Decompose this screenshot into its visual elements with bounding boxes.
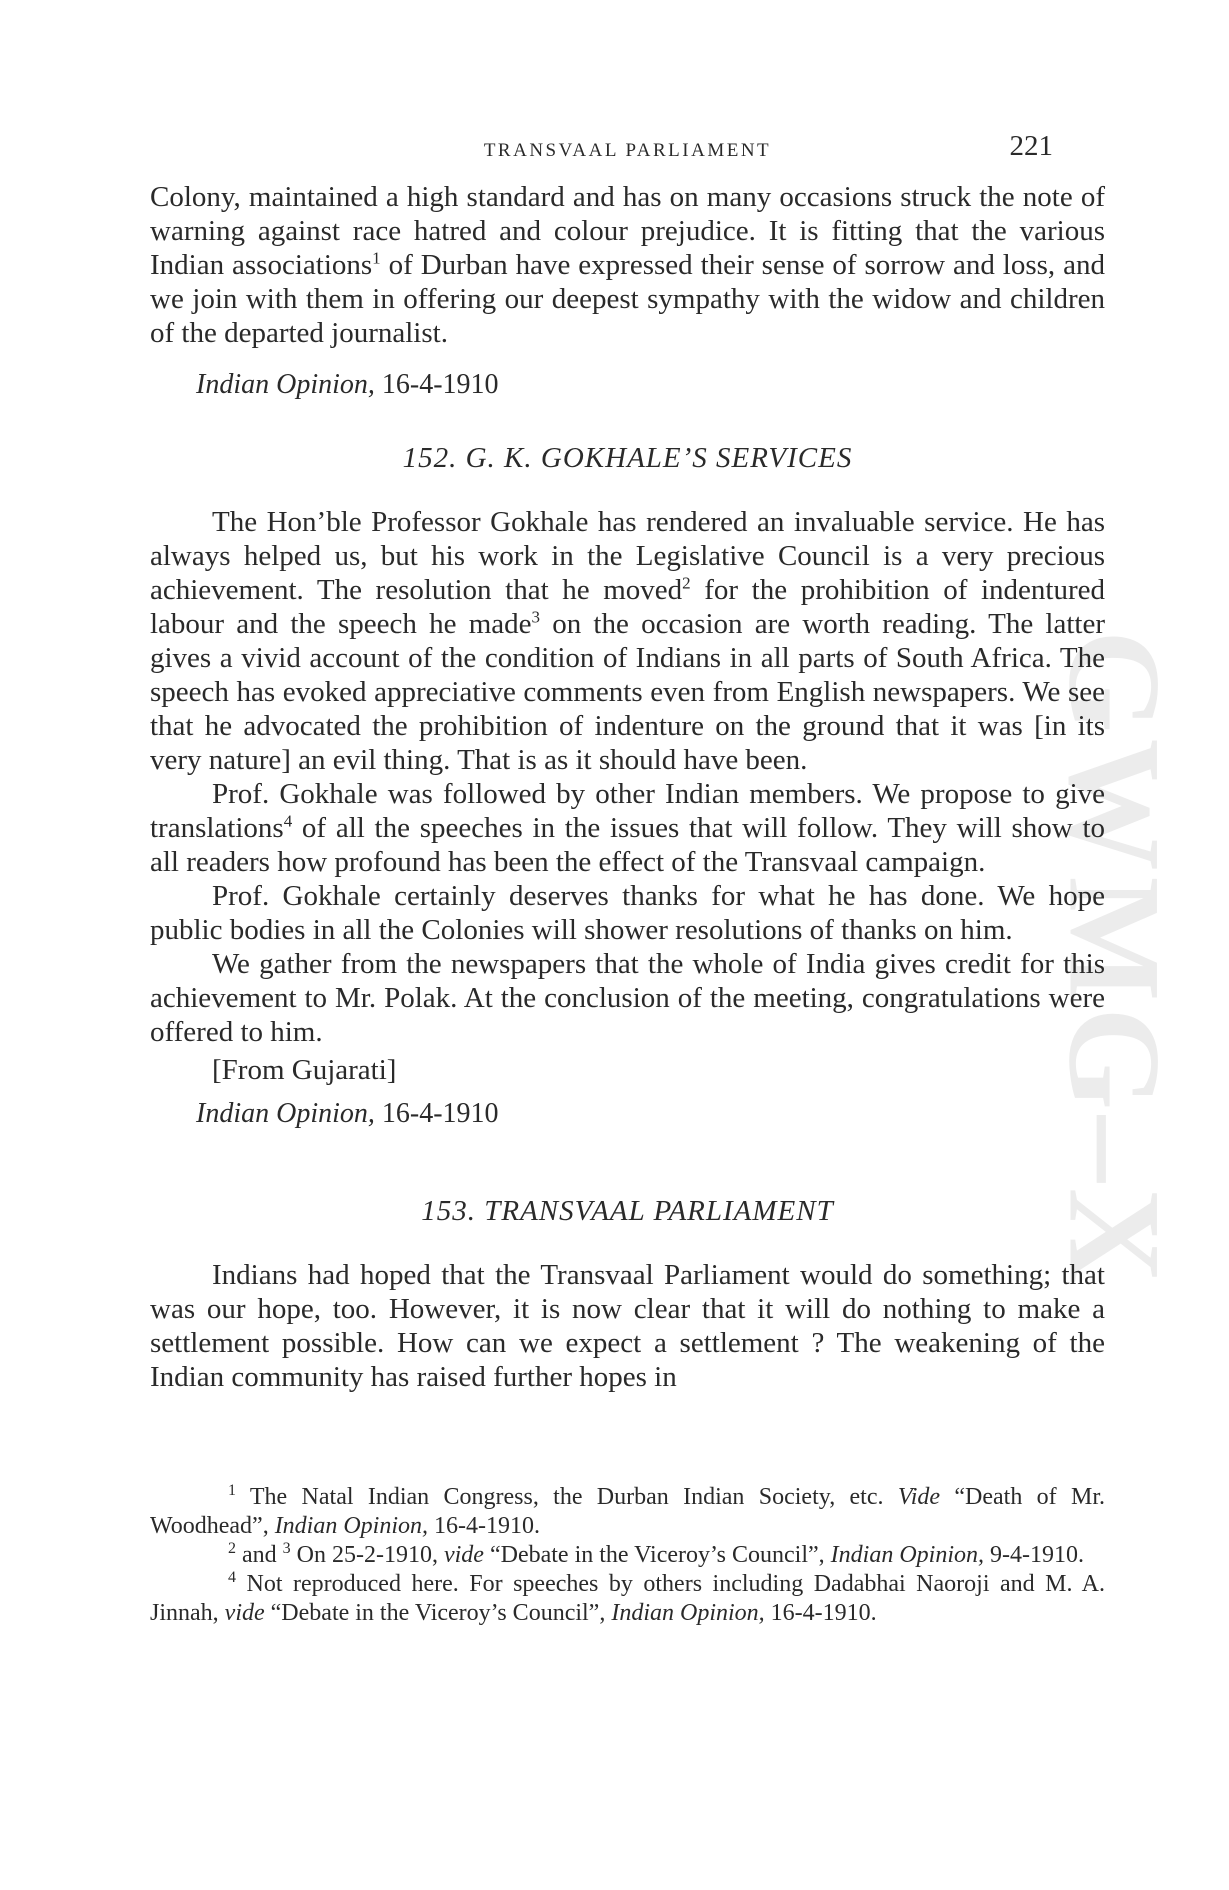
citation xyxy=(150,1097,1105,1131)
paragraph-text: Prof. Gokhale was followed by other Indian members. We propose to give translations xyxy=(150,778,1105,844)
body-text xyxy=(150,180,1105,1394)
footnote-vide: vide xyxy=(443,1542,484,1568)
footnote-number: 3 xyxy=(282,1540,291,1557)
footnote-publication: Indian Opinion, xyxy=(274,1513,429,1539)
footnote-marker-2: 2 xyxy=(682,573,691,593)
running-head xyxy=(150,128,1105,168)
footnote-number: 2 xyxy=(228,1540,236,1557)
paragraph-text: of all the speeches in the issues that will follow. They will show to all readers how profound has been the effect of the Transvaal campaign. xyxy=(150,812,1105,878)
running-title: TRANSVAAL PARLIAMENT xyxy=(483,140,772,161)
section-152-paragraph-3: Prof. Gokhale certainly deserves thanks for what he has done. We hope public bodies in all the Colonies will shower resolutions of thanks on him. xyxy=(150,880,1105,946)
section-153-paragraph-1: Indians had hoped that the Transvaal Parliament would do something; that was our hope, too. However, it is now clear that it will do nothing to make a settlement possible. How can we expect a settlement ? The weakening of the Indian community has raised further hopes in xyxy=(150,1259,1105,1393)
footnote-text: 16-4-1910. xyxy=(764,1600,877,1626)
footnote-vide: Vide xyxy=(897,1484,941,1510)
footnote-1 xyxy=(150,1483,1105,1541)
intro-paragraph xyxy=(150,180,1105,350)
intro-text: Colony, maintained a high standard and has on many occasions struck the note of warning against race hatred and colour prejudice. It is fitting that the various Indian associations xyxy=(150,181,1105,281)
footnote-publication: Indian Opinion, xyxy=(611,1600,765,1626)
section-152-paragraph-2 xyxy=(150,777,1105,879)
intro-text-rest: of Durban have expressed their sense of sorrow and loss, and we join with them in offering our deepest sympathy with the widow and children of the departed journalist. xyxy=(150,249,1105,349)
footnote-text: “Debate in the Viceroy’s Council”, xyxy=(264,1600,612,1626)
page-number: 221 xyxy=(1009,130,1053,162)
footnote-number: 1 xyxy=(228,1482,236,1499)
citation-date: 16-4-1910 xyxy=(374,369,499,400)
footnote-marker-4: 4 xyxy=(283,811,293,831)
footnote-text: and xyxy=(236,1542,283,1568)
footnote-text: “Debate in the Viceroy’s Council”, xyxy=(483,1542,831,1568)
footnote-marker-3: 3 xyxy=(531,607,541,627)
footnotes xyxy=(150,1483,1105,1628)
footnote-text: “Death of Mr. Woodhead”, xyxy=(150,1484,1105,1539)
footnote-number: 4 xyxy=(228,1569,236,1586)
footnote-text: 16-4-1910. xyxy=(428,1513,540,1539)
footnote-4 xyxy=(150,1570,1105,1628)
section-152-paragraph-1 xyxy=(150,505,1105,777)
paragraph-text: The Hon’ble Professor Gokhale has rendered an invaluable service. He has always helped us, but his work in the Legislative Council is a very precious achievement. The resolution that he moved xyxy=(150,506,1105,606)
footnote-publication: Indian Opinion, xyxy=(830,1542,984,1568)
footnote-marker-1: 1 xyxy=(372,248,381,268)
source-note: [From Gujarati] xyxy=(212,1054,397,1086)
citation xyxy=(150,368,1105,402)
footnote-text: On 25-2-1910, xyxy=(290,1542,444,1568)
footnote-text: Not reproduced here. For speeches by others including Dadabhai Naoroji and M. A. Jinnah, xyxy=(150,1571,1105,1626)
citation-date: 16-4-1910 xyxy=(374,1098,499,1129)
section-heading-152: 152. G. K. GOKHALE’S SERVICES xyxy=(402,442,853,474)
footnote-text: 9-4-1910. xyxy=(983,1542,1084,1568)
paragraph-text: for the prohibition of indentured labour and the speech he made xyxy=(150,574,1105,640)
watermark: GWMG–X xyxy=(1041,630,1189,1290)
footnote-vide: vide xyxy=(224,1600,265,1626)
citation-publication: Indian Opinion, xyxy=(196,1098,375,1129)
footnote-text: The Natal Indian Congress, the Durban Indian Society, etc. xyxy=(236,1484,898,1510)
section-heading-153: 153. TRANSVAAL PARLIAMENT xyxy=(421,1195,834,1227)
citation-publication: Indian Opinion, xyxy=(196,369,375,400)
paragraph-text: on the occasion are worth reading. The latter gives a vivid account of the condition of Indians in all parts of South Africa. The speech has evoked appreciative comments even from English newspapers. We see that he advocated the prohibition of indenture on the ground that it was [in its very nature] an evil thing. That is as it should have been. xyxy=(150,608,1105,776)
footnote-2-3 xyxy=(150,1541,1105,1570)
section-152-paragraph-4: We gather from the newspapers that the whole of India gives credit for this achievement to Mr. Polak. At the conclusion of the meeting, congratulations were offered to him. xyxy=(150,948,1105,1048)
